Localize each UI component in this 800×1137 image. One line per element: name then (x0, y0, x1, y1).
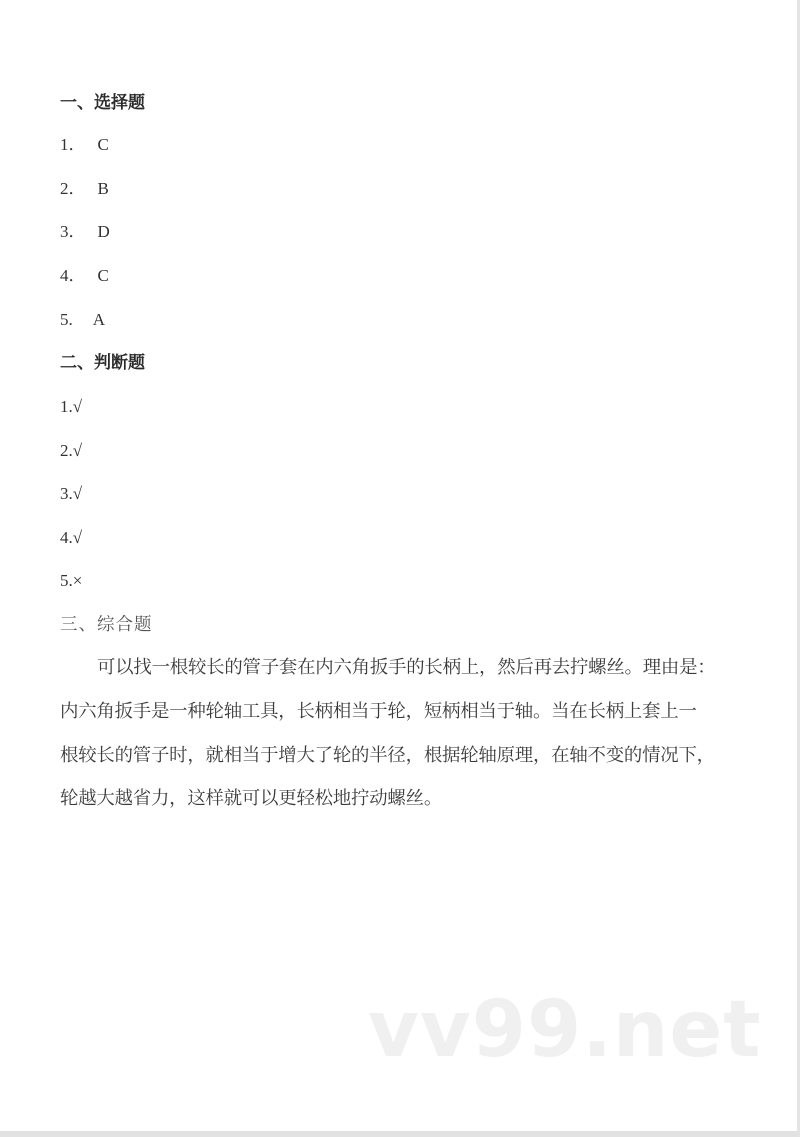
paragraph-line-2: 内六角扳手是一种轮轴工具，长柄相当于轮，短柄相当于轴。当在长柄上套上一 (60, 701, 697, 722)
cross-mark-icon: × (72, 571, 83, 590)
answer-number: 1． (60, 135, 86, 154)
answer-number: 2． (60, 179, 86, 198)
choice-answer-1 (60, 134, 109, 156)
judgment-answer-1 (60, 396, 82, 418)
answer-value: C (97, 135, 109, 154)
answer-number: 1. (60, 397, 73, 416)
section-heading-choice: 一、选择题 (60, 93, 145, 113)
answer-value: D (97, 222, 110, 241)
section-heading-comprehensive: 三、综合题 (60, 615, 153, 635)
check-mark-icon: √ (72, 484, 83, 503)
choice-answer-2 (60, 178, 109, 200)
answer-number: 5. (60, 571, 73, 590)
choice-answer-3 (60, 221, 110, 243)
check-mark-icon: √ (72, 397, 83, 416)
paragraph-line-1: 可以找一根较长的管子套在内六角扳手的长柄上，然后再去拧螺丝。理由是： (97, 657, 716, 678)
answer-number: 4. (60, 528, 73, 547)
check-mark-icon: √ (72, 528, 83, 547)
judgment-answer-4 (60, 527, 82, 549)
choice-answer-4 (60, 265, 109, 287)
answer-number: 2. (60, 441, 73, 460)
paragraph-line-3: 根较长的管子时，就相当于增大了轮的半径，根据轮轴原理，在轴不变的情况下， (60, 745, 715, 766)
answer-number: 3. (60, 484, 73, 503)
check-mark-icon: √ (72, 441, 83, 460)
choice-answer-5 (60, 309, 105, 331)
answer-value: A (92, 310, 106, 329)
answer-value: B (97, 179, 109, 198)
judgment-answer-3 (60, 483, 82, 505)
answer-number: 3． (60, 222, 86, 241)
judgment-answer-5 (60, 570, 82, 592)
answer-number: 5. (60, 310, 73, 329)
judgment-answer-2 (60, 440, 82, 462)
answer-number: 4． (60, 266, 86, 285)
answer-value: C (97, 266, 109, 285)
paragraph-line-4: 轮越大越省力，这样就可以更轻松地拧动螺丝。 (60, 788, 443, 809)
watermark: vv99.net (368, 985, 762, 1075)
section-heading-true-false: 二、判断题 (60, 353, 145, 373)
